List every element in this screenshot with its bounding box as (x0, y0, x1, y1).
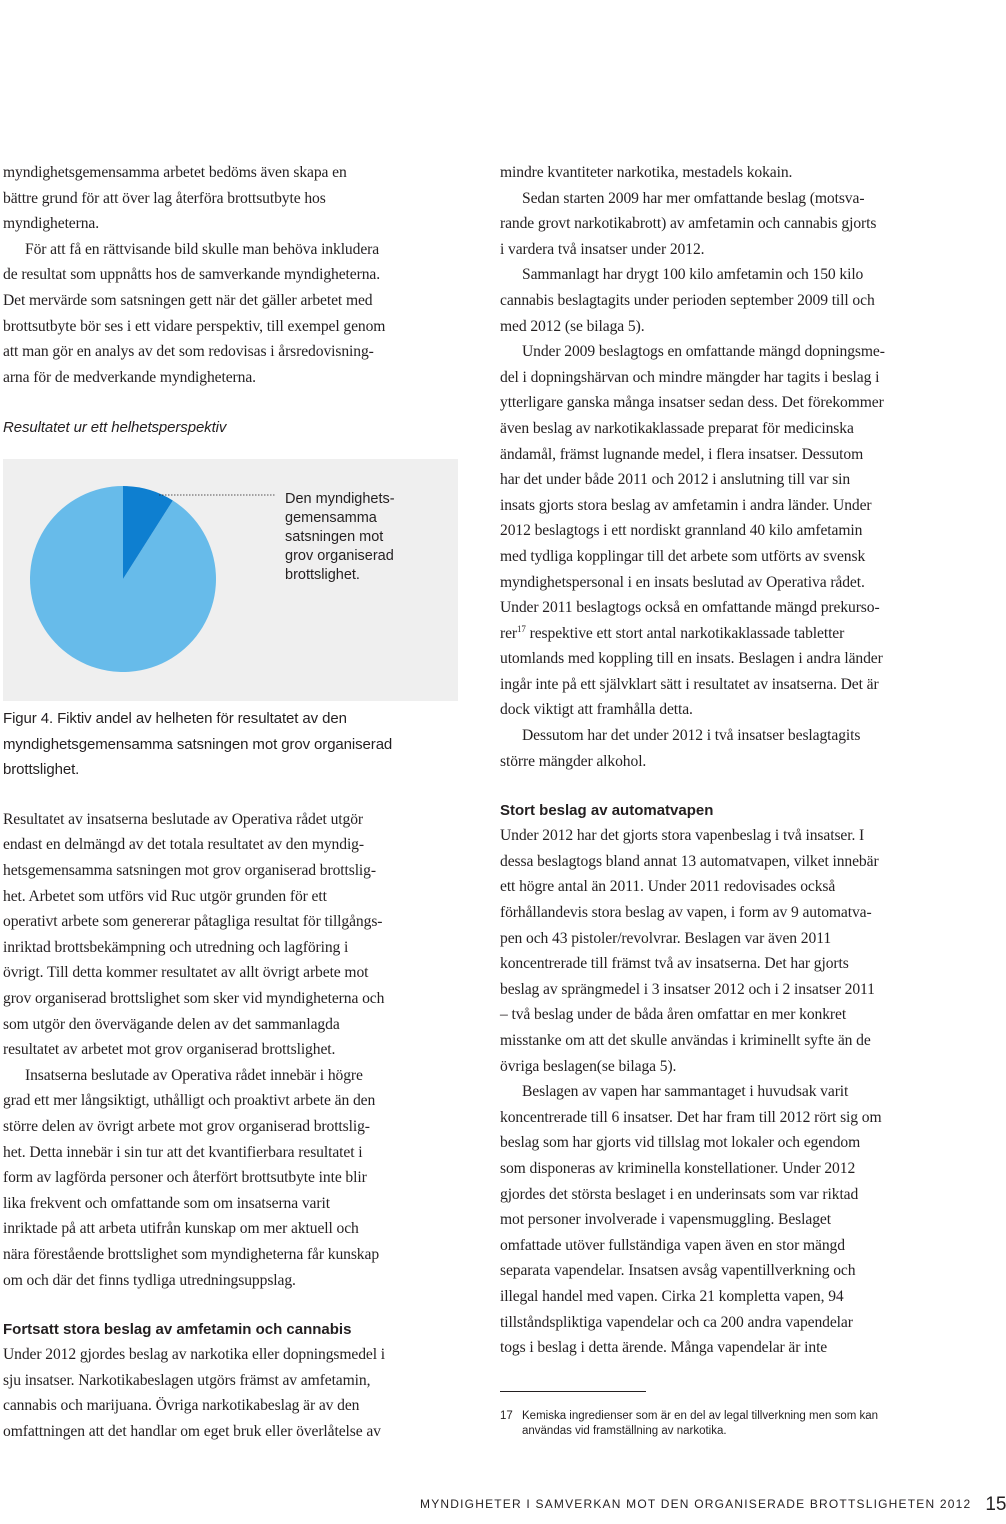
text-line: Under 2012 gjordes beslag av narkotika eller dopningsmedel i (3, 1346, 386, 1364)
footnote-line: Kemiska ingredienser som är en del av legal tillverkning men som kan (522, 1409, 879, 1422)
text-line: endast en delmängd av det totala resultatet av den myndig- (3, 836, 364, 854)
text-line: hetsgemensamma satsningen mot grov organiserad brottslig- (3, 862, 376, 880)
text-line: beslag av sprängmedel i 3 insatser 2012 och i 2 insatser 2011 (500, 980, 875, 998)
page-footer (420, 1494, 1006, 1516)
text-line: Resultatet av insatserna beslutade av Operativa rådet utgör (3, 810, 363, 828)
text-line: Dessutom har det under 2012 i två insatser beslagtagits (522, 727, 861, 745)
intro-paragraph (3, 160, 461, 237)
text-line: bättre grund för att över lag återföra brottsutbyte hos (3, 189, 326, 207)
text-line: grov organiserad brottslighet som sker vid myndigheterna och (3, 990, 385, 1007)
pie-slice-label (285, 490, 435, 585)
text-line: inriktad brottsbekämpning och utredning och lagföring i (3, 938, 349, 956)
text-line: tillståndspliktiga vapendelar och ca 200 andra vapendelar (500, 1313, 853, 1331)
text-line: misstanke om att det skulle användas i kriminellt syfte än de (500, 1032, 871, 1049)
text-line: större mängder alkohol. (500, 752, 647, 770)
section-heading-vapen: Stort beslag av automatvapen (500, 802, 714, 820)
footnote-number: 17 (500, 1409, 513, 1422)
text-line (500, 621, 958, 647)
text-line: nära förestående brottslighet som myndigheterna får kunskap (3, 1245, 380, 1263)
text-line: att man gör en analys av det som redovisas i årsredovisning- (3, 343, 374, 361)
text-line: utomlands med koppling till en insats. Beslagen i andra länder (500, 650, 883, 668)
text-line: togs i beslag i detta ärende. Många vapendelar är inte (500, 1339, 828, 1357)
text-line: gjordes det största beslaget i en underinsats som var riktad (500, 1185, 859, 1203)
footnote-reference[interactable]: 17 (517, 623, 526, 634)
text-line: dock viktigt att framhålla detta. (500, 701, 693, 719)
pie-chart-figure (3, 459, 458, 701)
text-line: de resultat som uppnåtts hos de samverkande myndigheterna. (3, 266, 381, 284)
text-line: har det under både 2011 och 2012 i anslutning till var sin (500, 471, 851, 489)
section-heading-amfetamin: Fortsatt stora beslag av amfetamin och cannabis (3, 1321, 352, 1339)
right-column (500, 160, 958, 1439)
text-line: koncentrerade till 6 insatser. Det har fram till 2012 rört sig om (500, 1108, 882, 1126)
footnote-text (522, 1409, 878, 1439)
text-line: förhållandevis stora beslag av vapen, i form av 9 automatva- (500, 904, 872, 922)
footnote-line: användas vid framställning av narkotika. (522, 1424, 727, 1437)
text-line: övriga beslagen(se bilaga 5). (500, 1057, 677, 1075)
text-line: i vardera två insatser under 2012. (500, 240, 705, 258)
text-line: med 2012 (se bilaga 5). (500, 317, 645, 335)
text-line: myndighetsgemensamma arbetet bedöms även skapa en (3, 164, 347, 181)
text-line: mindre kvantiteter narkotika, mestadels kokain. (500, 164, 793, 181)
text-line: omfattade utöver fullständiga vapen även en stor mängd (500, 1236, 845, 1254)
paragraph-sammanlagt (500, 262, 958, 339)
text-line: cannabis och marijuana. Övriga narkotikabeslag är av den (3, 1397, 360, 1415)
footnote (500, 1409, 958, 1439)
pie-slice-rest (30, 486, 216, 672)
text-line: del i dopningshärvan och mindre mängder har tagits i beslag i (500, 368, 880, 386)
text-line: som utgör den övervägande delen av det sammanlagda (3, 1015, 340, 1033)
text-line: separata vapendelar. Insatsen avsåg vapentillverkning och (500, 1262, 856, 1280)
paragraph-perspective (3, 237, 461, 391)
text-line: myndighetspersonal i en insats beslutad av Operativa rådet. (500, 573, 865, 591)
text-line: som disponeras av kriminella konstellationer. Under 2012 (500, 1159, 856, 1177)
text-line: Det mervärde som satsningen gett när det gäller arbetet med (3, 291, 373, 309)
paragraph-narkotika (3, 1342, 461, 1444)
text-line: koncentrerade till främst två av insatserna. Det har gjorts (500, 955, 849, 973)
text-line: illegal handel med vapen. Cirka 21 kompletta vapen, 94 (500, 1287, 844, 1305)
text-line: Sedan starten 2009 har mer omfattande beslag (motsva- (522, 189, 865, 207)
text-fragment: respektive ett stort antal narkotikaklassade tabletter (525, 624, 845, 642)
text-line: ingår inte på ett självklart sätt i resultatet av insatserna. Det är (500, 675, 879, 693)
text-line: form av lagförda personer och återfört brottsutbyte inte blir (3, 1169, 367, 1187)
text-line: cannabis beslagtagits under perioden september 2009 till och (500, 291, 875, 309)
paragraph-resultat (3, 807, 461, 1063)
text-line: inriktade på att arbeta utifrån kunskap om mer aktuell och (3, 1220, 359, 1238)
pie-label-text: Den myndighets- gemensamma satsningen mot grov organiserad brottslighet. (285, 491, 395, 584)
paragraph-vapenbeslag (500, 823, 958, 1079)
text-line: beslag som har gjorts vid tillslag mot lokaler och egendom (500, 1134, 861, 1152)
text-line: 2012 beslagtogs i ett nordiskt grannland 40 kilo amfetamin (500, 522, 863, 540)
text-fragment: rer (500, 624, 518, 642)
text-line: resultatet av arbetet mot grov organiserad brottslighet. (3, 1041, 336, 1059)
text-line: ändamål, främst lugnande medel, i flera insatser. Dessutom (500, 445, 864, 463)
text-line: med tydliga kopplingar till det arbete som utförts av svensk (500, 547, 866, 565)
caption-line: brottslighet. (3, 761, 80, 779)
text-line: ytterligare ganska många insatser sedan dess. Det förekommer (500, 394, 884, 412)
paragraph-vapen-koncentrerade (500, 1079, 958, 1361)
text-line: sju insatser. Narkotikabeslagen utgörs främst av amfetamin, (3, 1371, 371, 1389)
text-line: pen och 43 pistoler/revolvrar. Beslagen var även 2011 (500, 929, 832, 947)
text-line: brottsutbyte bör ses i ett vidare perspektiv, till exempel genom (3, 317, 386, 335)
text-line: het. Arbetet som utförs vid Ruc utgör grunden för ett (3, 887, 327, 905)
text-line: Under 2009 beslagtogs en omfattande mängd dopningsme- (522, 343, 885, 361)
text-line: grad ett mer långsiktigt, uthålligt och proaktivt arbete än den (3, 1092, 376, 1110)
text-line: – två beslag under de båda åren omfattar en mer konkret (500, 1006, 847, 1024)
text-line: Insatserna beslutade av Operativa rådet innebär i högre (25, 1066, 363, 1084)
left-column (3, 160, 461, 1445)
paragraph-sedan-starten (500, 186, 958, 263)
text-line: lika frekvent och omfattande som om insatserna varit (3, 1194, 330, 1212)
text-line: större delen av övrigt arbete mot grov organiserad brottslig- (3, 1117, 370, 1135)
text-line: het. Detta innebär i sin tur att det kvantifierbara resultatet i (3, 1143, 363, 1161)
caption-line: Figur 4. Fiktiv andel av helheten för resultatet av den (3, 710, 347, 728)
paragraph-insatserna (3, 1063, 461, 1293)
figure-title: Resultatet ur ett helhetsperspektiv (3, 419, 227, 437)
text-line: Under 2012 har det gjorts stora vapenbeslag i två insatser. I (500, 827, 865, 845)
text-line: dessa beslagtogs bland annat 13 automatvapen, vilket innebär (500, 852, 879, 870)
text-line: mot personer involverade i vapensmuggling. Beslaget (500, 1211, 831, 1229)
paragraph-dopning (500, 339, 958, 723)
page-number: 15 (985, 1494, 1006, 1515)
text-line: För att få en rättvisande bild skulle man behöva inkludera (25, 240, 380, 258)
text-line: om och där det finns tydliga utredningsuppslag. (3, 1271, 296, 1289)
figure-caption (3, 706, 461, 783)
text-line: myndigheterna. (3, 215, 100, 233)
text-line: Sammanlagt har drygt 100 kilo amfetamin och 150 kilo (522, 266, 864, 284)
text-line: även beslag av narkotikaklassade preparat för medicinska (500, 419, 854, 437)
text-line: Under 2011 beslagtogs också en omfattande mängd prekurso- (500, 599, 880, 617)
running-title: MYNDIGHETER I SAMVERKAN MOT DEN ORGANISERADE BROTTSLIGHETEN 2012 (420, 1497, 972, 1511)
text-line: operativt arbete som genererar påtagliga resultat för tillgångs- (3, 913, 383, 931)
caption-line: myndighetsgemensamma satsningen mot grov organiserad (3, 735, 393, 753)
text-line: arna för de medverkande myndigheterna. (3, 368, 256, 386)
text-line: övrigt. Till detta kommer resultatet av allt övrigt arbete mot (3, 964, 369, 982)
text-line: ett högre antal än 2011. Under 2011 redovisades också (500, 878, 836, 896)
paragraph-alkohol (500, 723, 958, 774)
text-line: Beslagen av vapen har sammantaget i huvudsak varit (522, 1083, 849, 1101)
text-line: omfattningen att det handlar om eget bruk eller överlåtelse av (3, 1422, 381, 1440)
text-line: insats gjorts stora beslag av amfetamin i andra länder. Under (500, 496, 872, 514)
text-line: rande grovt narkotikabrott) av amfetamin och cannabis gjorts (500, 215, 877, 233)
